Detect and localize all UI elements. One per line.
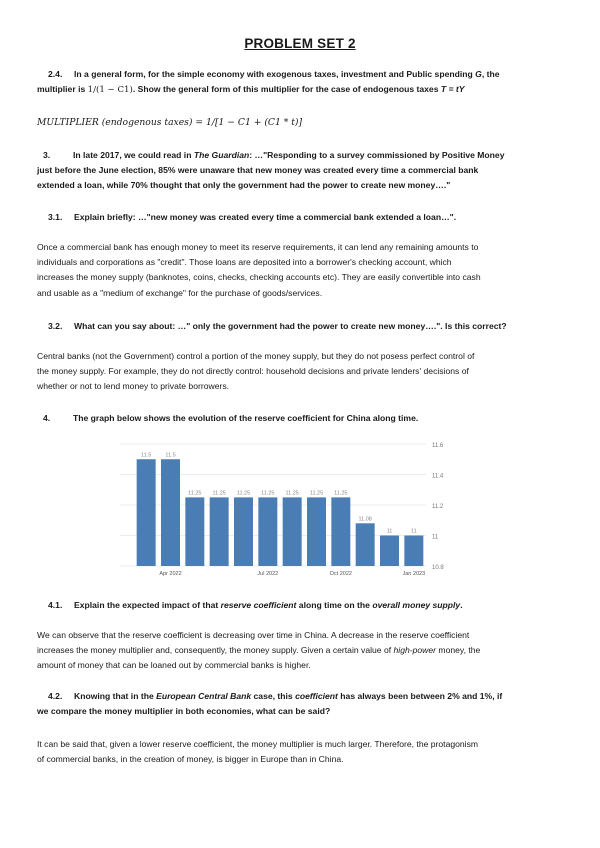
data-label: 11.25	[236, 490, 251, 497]
data-label: 11.25	[261, 490, 275, 497]
bar	[307, 497, 326, 566]
bar	[356, 523, 375, 566]
bar	[137, 459, 156, 566]
answer-line: amount of money that can be loaned out by commercial banks is higher.	[37, 660, 311, 671]
endogenous-multiplier-formula: MULTIPLIER (endogenous taxes) = 1/[1 − C1 + (C1 * t)]	[37, 117, 303, 128]
question-4-2: 4.2. Knowing that in the European Central Bank case, this coefficient has always been between 2% and 1%, if we compare the money multiplier in both economies, what can be said?	[37, 691, 503, 717]
x-tick-label: Jul 2022	[257, 571, 279, 577]
data-label: 11.25	[334, 490, 348, 497]
question-3-1: 3.1. Explain briefly: …"new money was created every time a commercial bank extended a loan…".	[37, 210, 563, 225]
bar	[380, 536, 399, 567]
multiplier-formula-inline: 1/(1 − C1)	[87, 85, 133, 96]
y-tick-label: 11	[432, 534, 439, 541]
y-tick-label: 11.2	[432, 504, 444, 510]
question-number: 4.2.	[48, 691, 63, 701]
data-label: 11.25	[188, 490, 202, 497]
answer-line: increases the money multiplier and, consequently, the money supply. Given a certain value of high-power money, the	[37, 645, 481, 656]
data-label: 11.08	[358, 516, 372, 523]
answer-line: whether or not to lend money to private borrowers.	[37, 381, 230, 392]
answer-line: increases the money supply (banknotes, coins, checks, checking accounts etc). They are easily convertible into cash	[37, 272, 481, 283]
answer-line: of commercial banks, in the creation of money, is bigger in Europe than in China.	[37, 754, 344, 765]
bar	[404, 536, 423, 567]
question-2-4: 2.4. In a general form, for the simple economy with exogenous taxes, investment and Public spending G, the multiplier is 1/(1 − C1). Show the general form of this multiplier for the case of endogenous taxes T = tY	[37, 69, 500, 96]
question-3: 3. In late 2017, we could read in The Guardian: …"Responding to a survey commissioned by Positive Money just before the June election, 85% were unaware that new money was created every time a commercial bank extended a loan, while 70% thought that only the government had the power to create new money…."	[37, 150, 505, 191]
data-label: 11	[386, 528, 393, 535]
page-title: PROBLEM SET 2	[244, 36, 356, 51]
x-tick-label: Jan 2023	[402, 571, 426, 577]
question-number: 2.4.	[48, 69, 63, 79]
data-label: 11.25	[285, 490, 299, 497]
question-4: 4. The graph below shows the evolution of the reserve coefficient for China along time.	[37, 411, 563, 426]
question-number: 3.	[43, 150, 51, 160]
bar	[210, 497, 229, 566]
answer-line: individuals and corporations as "credit". Those loans are deposited into a borrower's checking account, which	[37, 257, 452, 268]
data-label: 11.25	[309, 490, 324, 497]
data-label: 11.5	[165, 452, 176, 459]
answer-4-1	[37, 628, 563, 674]
question-number: 3.2.	[48, 321, 63, 331]
question-number: 4.	[43, 413, 51, 423]
answer-line: Once a commercial bank has enough money to meet its reserve requirements, it can lend any remaining amounts to	[37, 242, 479, 252]
data-label: 11.25	[212, 490, 226, 497]
data-label: 11	[410, 528, 417, 535]
answer-line: We can observe that the reserve coefficient is decreasing over time in China. A decrease in the reserve coefficient	[37, 630, 470, 640]
source-name: The Guardian	[193, 150, 250, 160]
answer-line: It can be said that, given a lower reserve coefficient, the money multiplier is much larger. Therefore, the protagonism	[37, 739, 479, 749]
answer-line: and usable as a "medium of exchange" for the purchase of goods/services.	[37, 287, 323, 298]
y-tick-label: 10.8	[432, 565, 444, 571]
answer-3-1	[37, 240, 563, 301]
answer-line: Central banks (not the Government) control a portion of the money supply, but they do not posess perfect control of	[37, 351, 475, 361]
y-tick-label: 11.6	[432, 443, 444, 449]
question-number: 4.1.	[48, 600, 63, 610]
x-tick-label: Apr 2022	[159, 571, 182, 577]
x-tick-label: Oct 2022	[329, 571, 352, 577]
bar	[258, 497, 277, 566]
bar	[185, 497, 204, 566]
chart-svg	[118, 438, 456, 578]
data-label: 11.5	[141, 452, 152, 459]
question-number: 3.1.	[48, 212, 63, 222]
question-3-2: 3.2. What can you say about: …" only the government had the power to create new money….". Is this correct?	[37, 319, 563, 334]
reserve-coefficient-chart	[118, 438, 456, 578]
bar	[161, 459, 180, 566]
bar	[234, 497, 253, 566]
question-4-1: 4.1. Explain the expected impact of that reserve coefficient along time on the overall money supply.	[37, 598, 563, 613]
answer-4-2	[37, 737, 563, 767]
bar	[331, 497, 350, 566]
y-tick-label: 11.4	[432, 473, 444, 480]
answer-line: the money supply. For example, they do not directly control: household decisions and private lenders' decisions of	[37, 366, 469, 377]
bar	[283, 497, 302, 566]
answer-3-2	[37, 349, 563, 395]
